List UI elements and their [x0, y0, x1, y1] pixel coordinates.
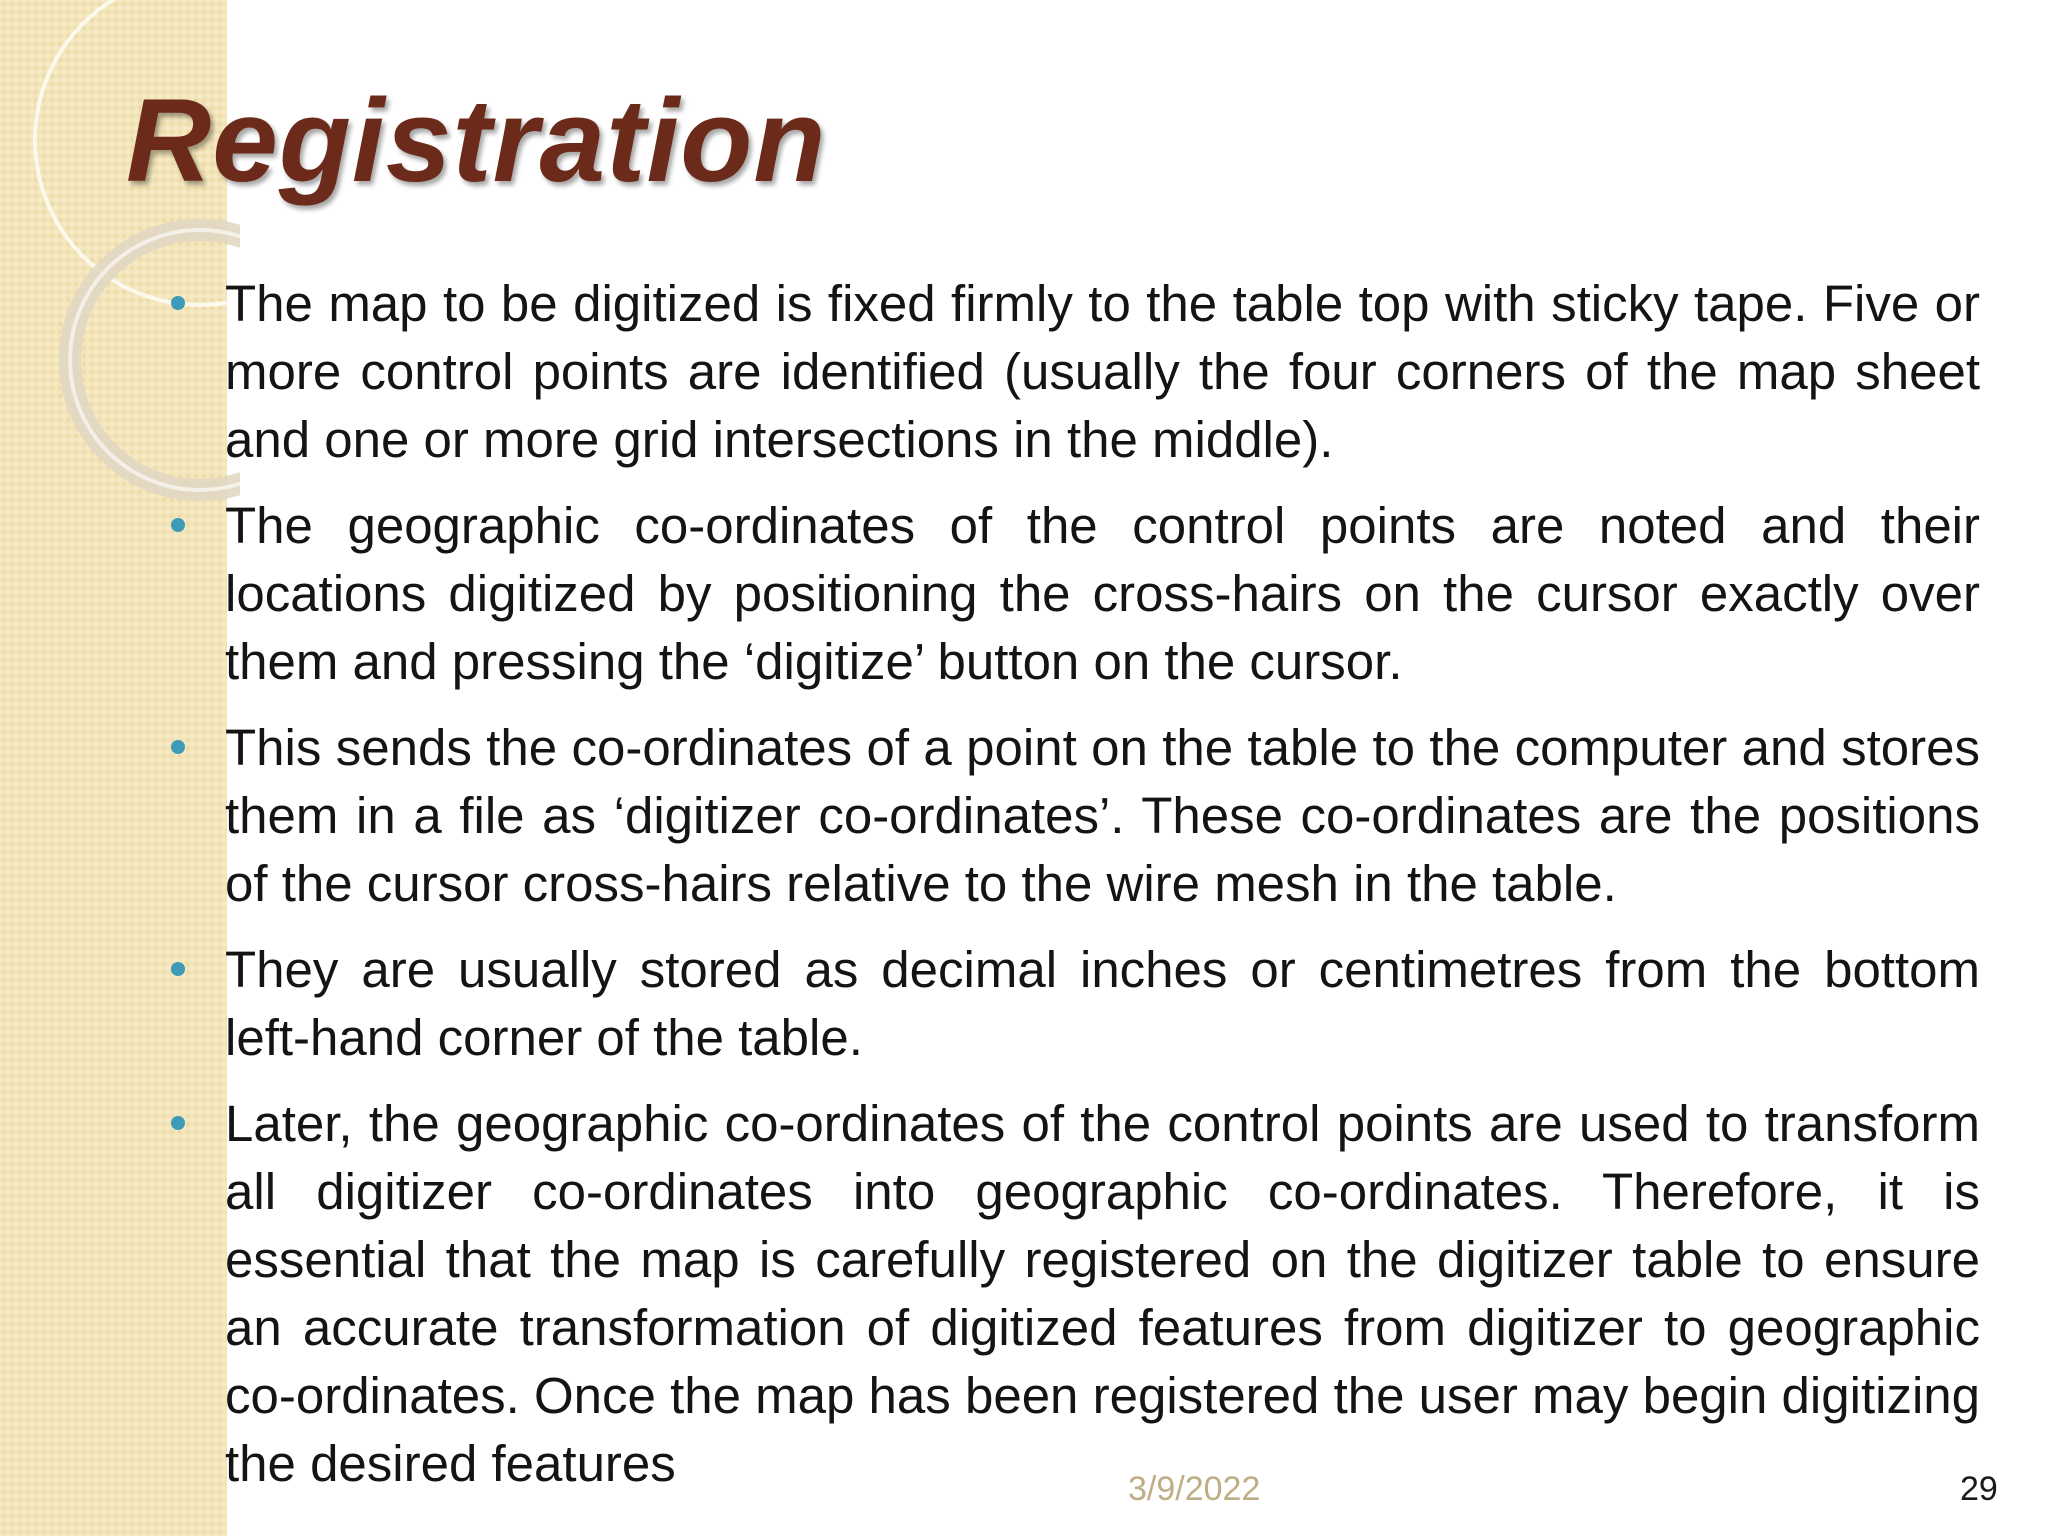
slide-title: Registration: [126, 75, 827, 207]
bullet-item: [225, 270, 1980, 474]
bullet-text: They are usually stored as decimal inches or centimetres from the bottom left-hand corner of the table.: [225, 941, 1980, 1066]
page-number: 29: [1960, 1470, 1998, 1508]
bullet-item: [225, 936, 1980, 1072]
footer-date: 3/9/2022: [1128, 1470, 1261, 1508]
bullet-item: [225, 492, 1980, 696]
bullet-dot-icon: [171, 962, 185, 976]
decorative-side-band: [0, 0, 227, 1536]
bullet-text: This sends the co-ordinates of a point on the table to the computer and stores them in a file as ‘digitizer co-ordinates’. These co-ordinates are the positions of the cursor cross-hairs relative to the wire mesh in the table.: [225, 719, 1980, 912]
bullet-dot-icon: [171, 740, 185, 754]
bullet-item: [225, 1090, 1980, 1498]
bullet-list: [225, 270, 1980, 1516]
bullet-dot-icon: [171, 1116, 185, 1130]
bullet-dot-icon: [171, 518, 185, 532]
bullet-text: Later, the geographic co-ordinates of the control points are used to transform all digitizer co-ordinates into geographic co-ordinates. Therefore, it is essential that the map is carefully registered on the digitizer table to ensure an accurate transformation of digitized features from digitizer to geographic co-ordinates. Once the map has been registered the user may begin digitizing the desired features: [225, 1095, 1980, 1492]
bullet-text: The geographic co-ordinates of the control points are noted and their locations digitized by positioning the cross-hairs on the cursor exactly over them and pressing the ‘digitize’ button on the cursor.: [225, 497, 1980, 690]
bullet-item: [225, 714, 1980, 918]
bullet-dot-icon: [171, 296, 185, 310]
bullet-text: The map to be digitized is fixed firmly to the table top with sticky tape. Five or more control points are identified (usually the four corners of the map sheet and one or more grid intersections in the middle).: [225, 275, 1980, 468]
